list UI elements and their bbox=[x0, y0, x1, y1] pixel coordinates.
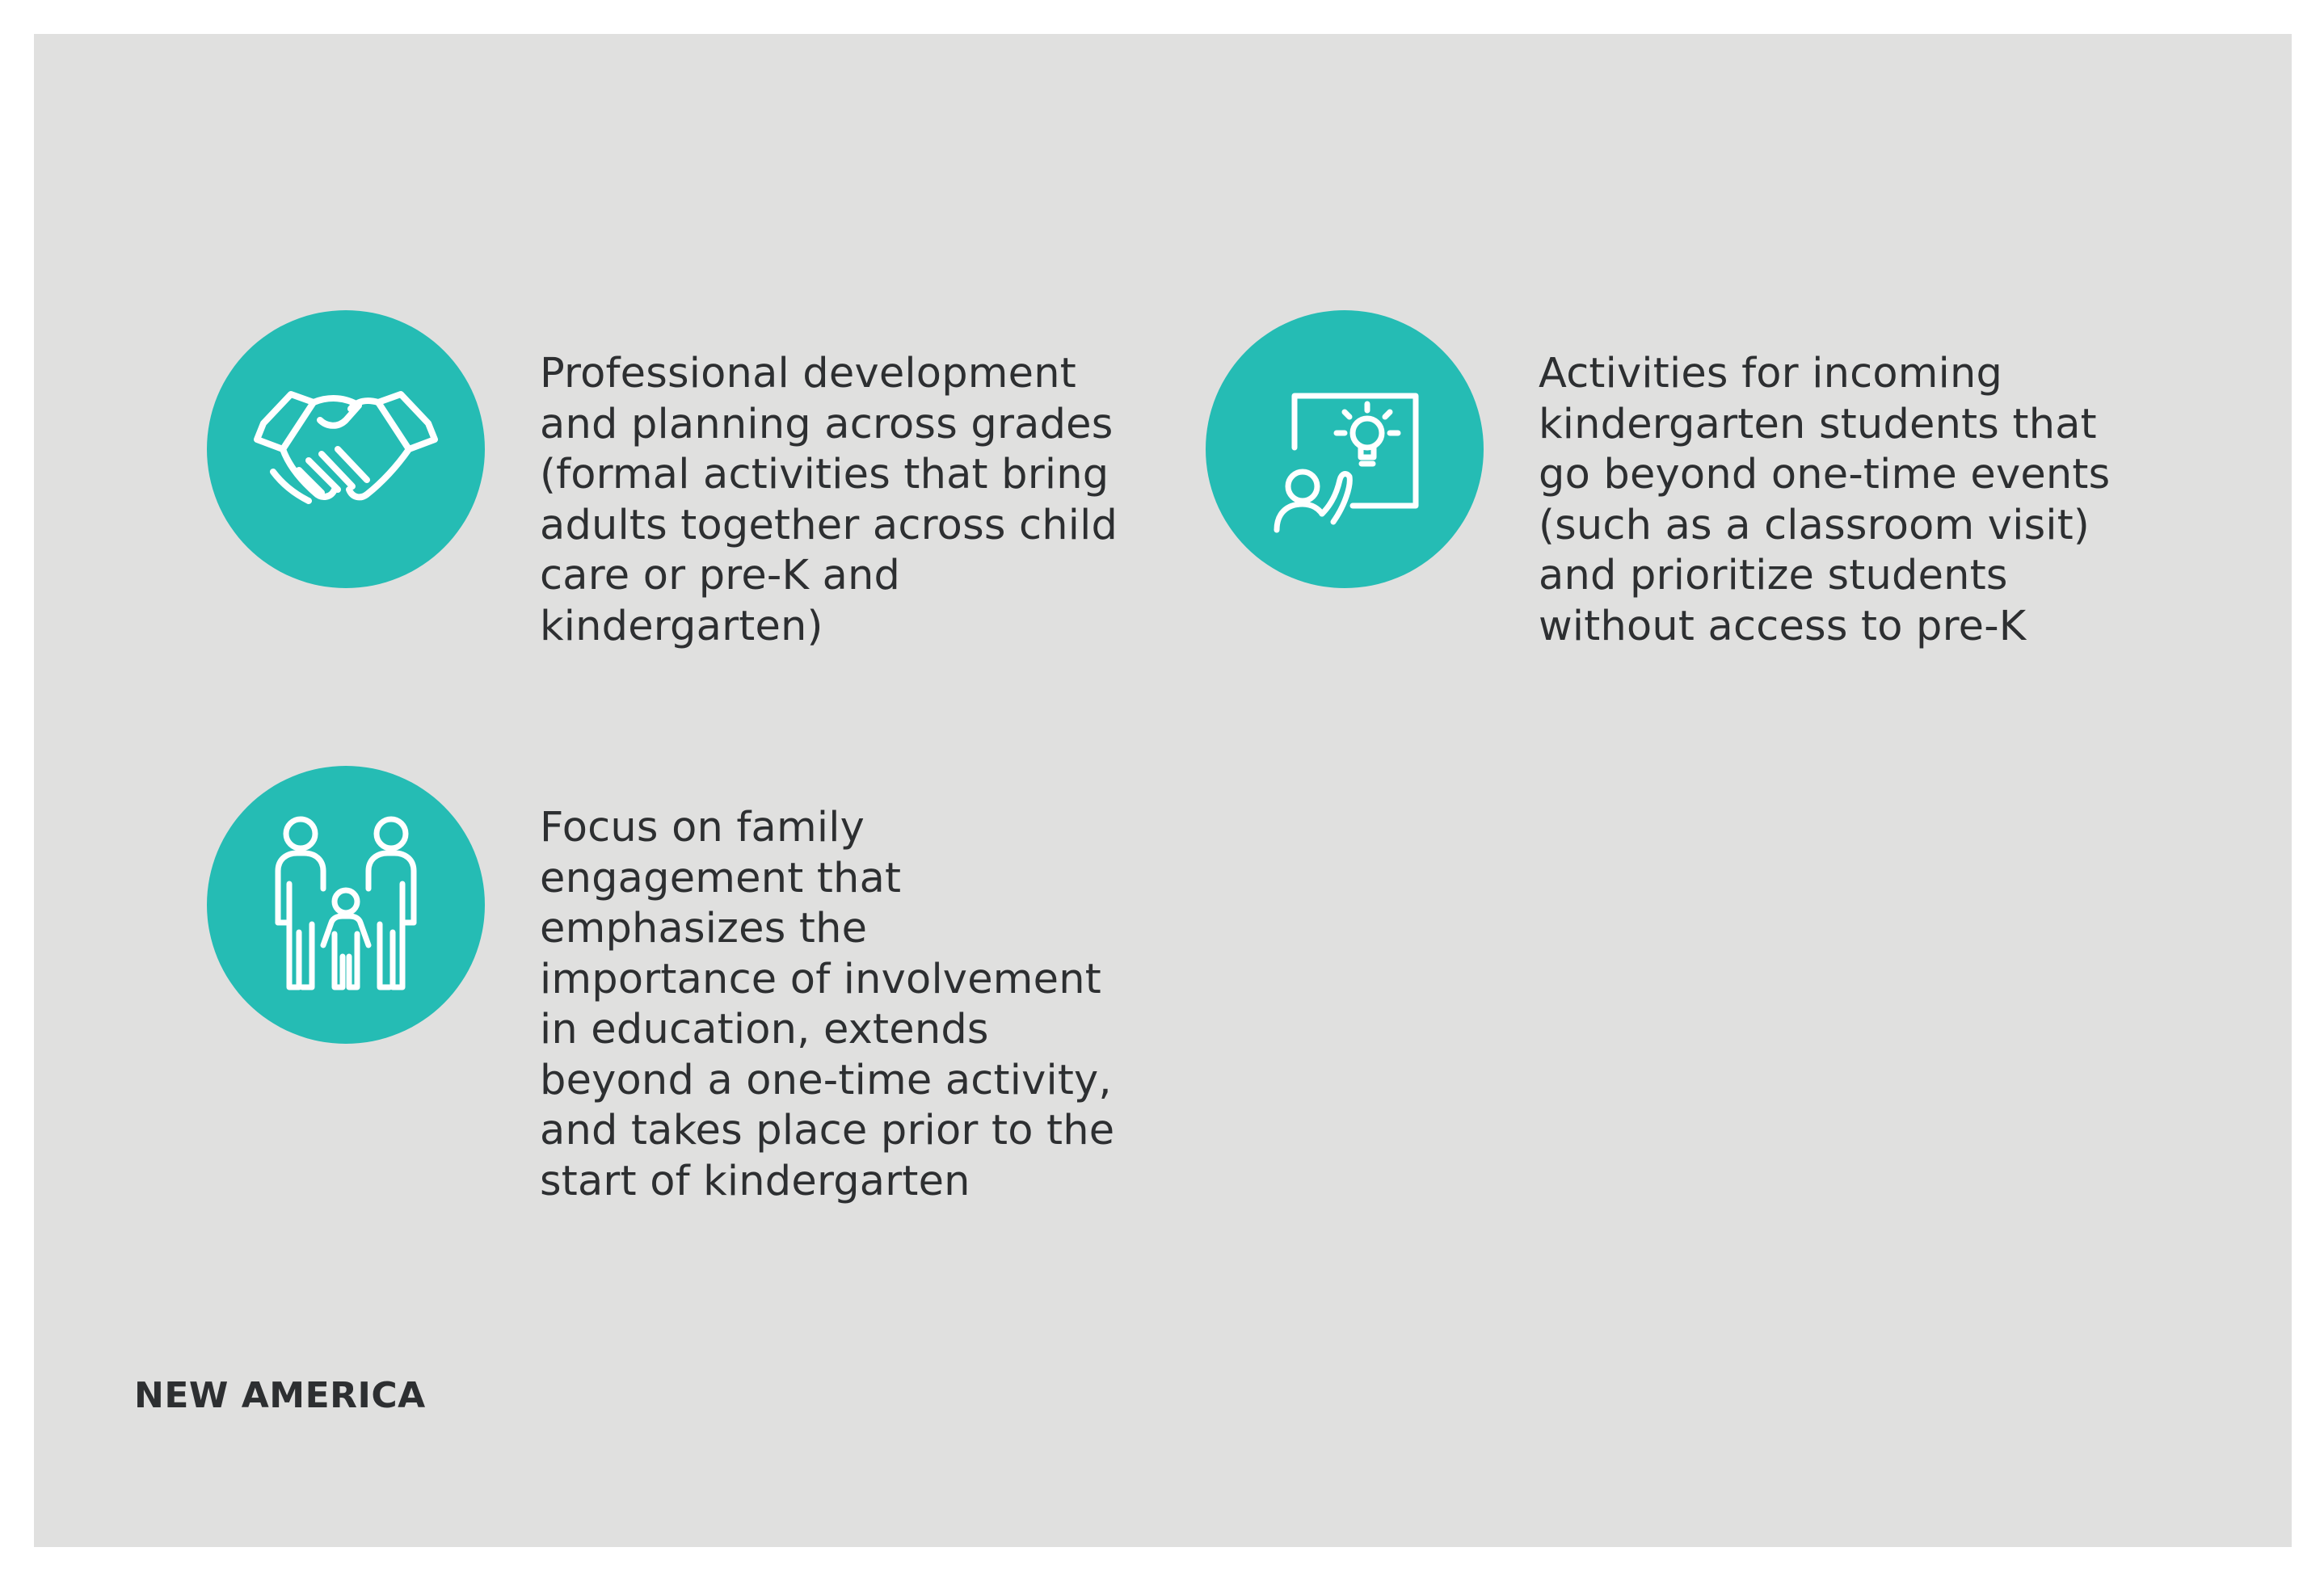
presentation-icon-circle bbox=[1206, 310, 1484, 588]
item-kindergarten-activities-text: Activities for incoming kindergarten students that go beyond one-time events (such as a classroom visit) and prioritize students without access to pre-K bbox=[1539, 350, 2111, 650]
handshake-icon bbox=[225, 328, 467, 570]
family-icon bbox=[225, 784, 467, 1026]
brand-logo-text: NEW AMERICA bbox=[134, 1375, 426, 1416]
infographic-panel bbox=[34, 34, 2292, 1547]
family-icon-circle bbox=[207, 766, 485, 1044]
item-family-engagement-text: Focus on family engagement that emphasizes the importance of involvement in education, extends beyond a one-time activity, and takes place prior to the start of kindergarten bbox=[540, 804, 1115, 1205]
presentation-lightbulb-icon bbox=[1223, 328, 1466, 570]
item-professional-development-text: Professional development and planning across grades (formal activities that bring adults together across child care or pre-K and kindergarten) bbox=[540, 350, 1118, 650]
handshake-icon-circle bbox=[207, 310, 485, 588]
